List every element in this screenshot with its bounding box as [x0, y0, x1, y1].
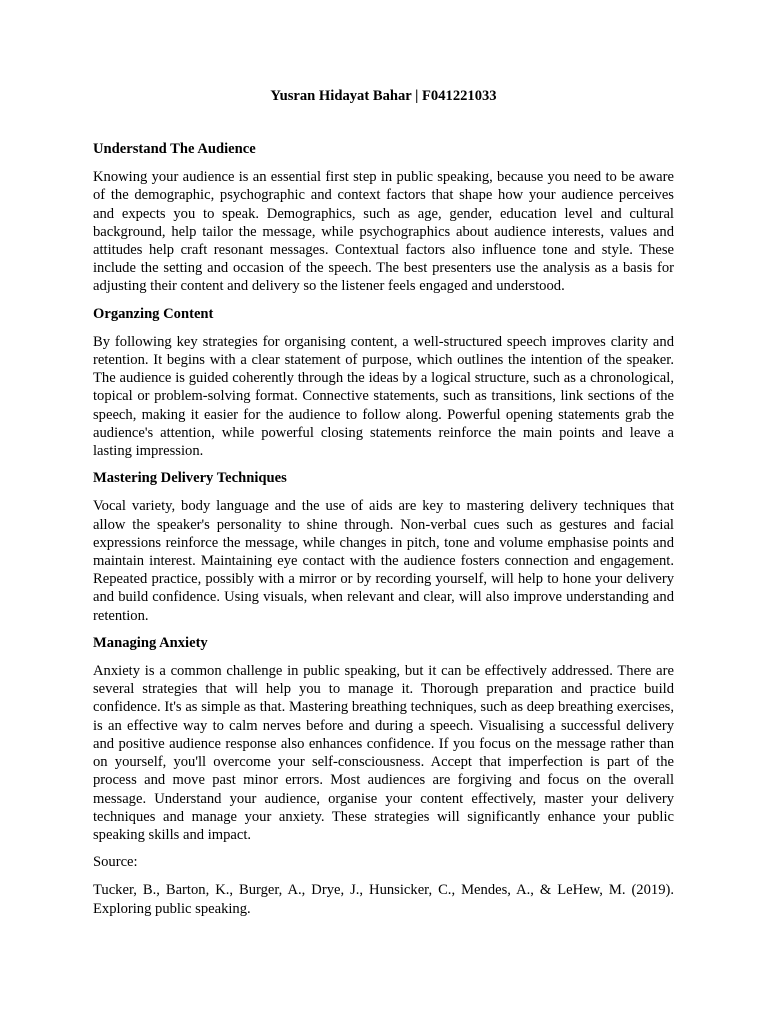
- source-label: Source:: [93, 854, 138, 871]
- section-paragraph: By following key strategies for organising content, a well-structured speech improves clarity and retention. It begins with a clear statement of purpose, which outlines the intention of the speaker. The audience is guided coherently through the ideas by a logical structure, such as a chronological, topical or problem-solving format. Connective statements, such as transitions, link sections of the speech, making it easier for the audience to follow along. Powerful opening statements grab the audience's attention, while powerful closing statements reinforce the main points and leave a lasting impression.: [93, 333, 674, 460]
- section-paragraph: Knowing your audience is an essential first step in public speaking, because you need to be aware of the demographic, psychographic and context factors that shape how your audience perceives and expects you to speak. Demographics, such as age, gender, education level and cultural background, help tailor the message, while psychographics about audience interests, values and attitudes help craft resonant messages. Contextual factors also influence tone and style. These include the setting and occasion of the speech. The best presenters use the analysis as a basis for adjusting their content and delivery so the listener feels engaged and understood.: [93, 169, 674, 295]
- document-title: Yusran Hidayat Bahar | F041221033: [270, 88, 497, 104]
- section-heading: Mastering Delivery Techniques: [93, 470, 287, 487]
- section-heading: Managing Anxiety: [93, 634, 208, 651]
- section-understand-audience: [93, 140, 674, 296]
- section-heading: Organzing Content: [93, 305, 214, 322]
- section-paragraph: Anxiety is a common challenge in public speaking, but it can be effectively addressed. There are several strategies that will help you to manage it. Thorough preparation and practice build confidence. It's as simple as that. Mastering breathing techniques, such as deep breathing exercises, is an effective way to calm nerves before and during a speech. Visualising a successful delivery and positive audience response also enhances confidence. If you focus on the message rather than on yourself, you'll overcome your self-consciousness. Accept that imperfection is part of the process and move past minor errors. Most audiences are forgiving and focus on the overall message. Understand your audience, organise your content effectively, master your delivery techniques and manage your anxiety. These strategies will significantly enhance your public speaking skills and impact.: [93, 663, 674, 843]
- section-managing-anxiety: [93, 634, 674, 844]
- section-heading: Understand The Audience: [93, 141, 256, 157]
- reference-citation: Tucker, B., Barton, K., Burger, A., Drye, J., Hunsicker, C., Mendes, A., & LeHew, M. (2019). Exploring public speaking.: [93, 882, 674, 917]
- section-paragraph: Vocal variety, body language and the use of aids are key to mastering delivery techniques that allow the speaker's personality to shine through. Non-verbal cues such as gestures and facial expressions reinforce the message, while changes in pitch, tone and volume emphasise points and maintain interest. Maintaining eye contact with the audience fosters connection and engagement. Repeated practice, possibly with a mirror or by recording yourself, will help to hone your delivery and build confidence. Using visuals, when relevant and clear, will also improve understanding and retention.: [93, 498, 674, 624]
- document-page: [93, 86, 674, 918]
- section-organizing-content: [93, 305, 674, 461]
- section-mastering-delivery: [93, 469, 674, 625]
